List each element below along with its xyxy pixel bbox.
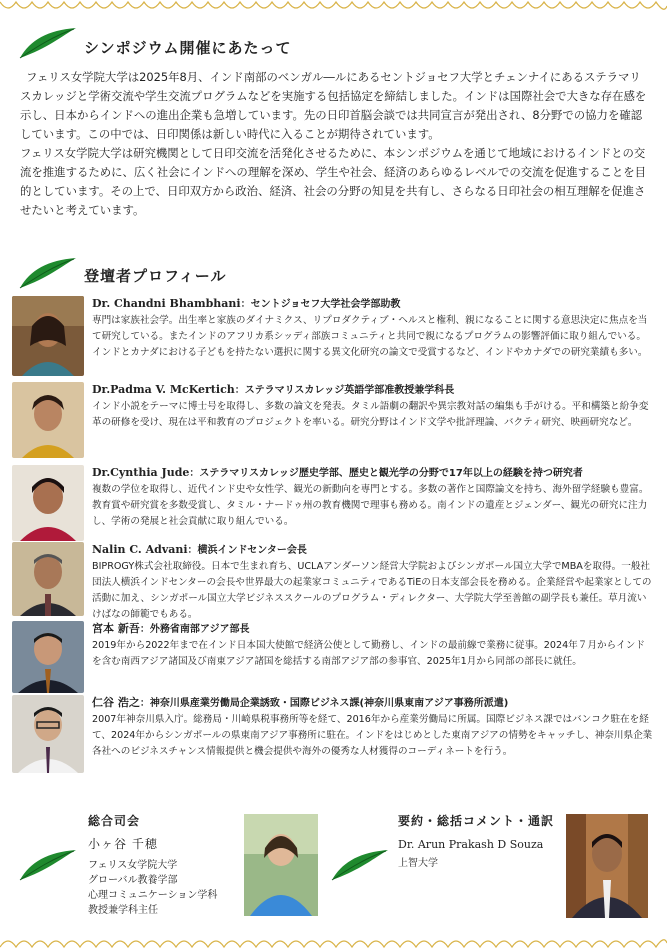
- speaker-photo: [12, 382, 84, 458]
- speaker-title: ：セントジョセフ大学社会学部助教: [240, 299, 401, 310]
- commentator-heading: 要約・総括コメント・通訳: [398, 814, 555, 828]
- speaker-photo: [12, 695, 84, 773]
- speaker-description: 複数の学位を取得し、近代インド史や女性学、観光の新動向を専門とする。多数の著作と国際論文を持ち、海外留学経験も豊富。教育賞や研究賞を多数受賞し、タミル・ナードゥ州の教育機関で理事も務める。南インドの遺産とジェンダー、観光の研究に注力し、学術の発展と社会貢献に取り組んでいる。: [92, 484, 649, 527]
- green-leaf-icon: [18, 256, 78, 290]
- speaker-profile: [12, 695, 652, 775]
- speaker-name: 宮本 新吾: [92, 622, 140, 635]
- section-title-speakers: 登壇者プロフィール: [84, 267, 227, 285]
- moderator-heading: 総合司会: [88, 814, 141, 828]
- speaker-photo: [12, 542, 84, 616]
- green-leaf-icon: [18, 26, 78, 60]
- speaker-title: ：神奈川県産業労働局企業誘致・国際ビジネス課(神奈川県東南アジア事務所派遣): [139, 698, 509, 709]
- speaker-name: Nalin C. Advani: [92, 543, 188, 556]
- speaker-name: 仁谷 浩之: [92, 696, 140, 709]
- commentator-affiliation: 上智大学: [398, 858, 438, 869]
- speaker-name: Dr. Chandni Bhambhani: [92, 297, 241, 310]
- speaker-title: ：横浜インドセンター会長: [187, 545, 307, 556]
- speaker-title: ：外務省南部アジア部長: [139, 624, 250, 635]
- speaker-profile: [12, 296, 652, 378]
- moderator-affiliation-line: グローバル教養学部: [88, 875, 178, 886]
- commentator-name: Dr. Arun Prakash D Souza: [398, 838, 544, 851]
- intro-text: [20, 68, 648, 220]
- speaker-description: 専門は家族社会学。出生率と家族のダイナミクス、リプロダクティブ・ヘルスと権利、親になることに関する意思決定に焦点を当て研究している。またインドのアフリカ系シッディ部族コミュニティと共同で親になるプログラムの影響評価に取り組んでいる。インドとカナダにおける子どもを持たない選択に関する異文化研究の論文で受賞するなど、インドやカナダでの研究業績も多い。: [92, 315, 648, 358]
- moderator-affiliation-line: フェリス女学院大学: [88, 860, 178, 871]
- intro-paragraph-2: フェリス女学院大学は研究機関として日印交流を活発化させるために、本シンポジウムを通じて地域におけるインドとの交流を推進するために、広く社会にインドへの理解を深め、学生や社会、経済のあらゆるレベルでの交流を促進することを目的としています。その上で、日印双方から政治、経済、社会の分野の知見を共有し、さらなる日印社会の相互理解を促進させたいと考えています。: [20, 146, 647, 217]
- top-ornamental-border: [0, 0, 667, 14]
- moderator-affiliation-line: 教授兼学科主任: [88, 905, 158, 916]
- green-leaf-icon: [330, 848, 390, 882]
- speaker-title: ：ステラマリスカレッジ歴史学部、歴史と観光学の分野で17年以上の経験を持つ研究者: [189, 468, 583, 479]
- intro-paragraph-1: フェリス女学院大学は2025年8月、インド南部のベンガル―ルにあるセントジョセフ大学とチェンナイにあるステラマリスカレッジと学術交流や学生交流プログラムなどを実施する包括協定を締結しました。インドは国際社会で大きな存在感を示し、日本からインドへの進出企業も急増しています。先の日印首脳会談では共同宣言が発出され、8分野での協力を確認しています。この中では、日印関係は新しい時代に入ることが期待されています。: [20, 70, 647, 141]
- speaker-profile: [12, 465, 652, 541]
- speaker-description: 2007年神奈川県入庁。総務局・川崎県税事務所等を経て、2016年から産業労働局に所属。国際ビジネス課ではバンコク駐在を経て、2024年からシンガポールの県東南アジア事務所に駐在。インドをはじめとした東南アジアの情勢をキャッチし、神奈川県企業各社へのビジネスチャンス情報提供と機会提供や海外の優秀な人材獲得のコーディネートを行う。: [92, 714, 653, 757]
- speaker-photo: [12, 465, 84, 541]
- speaker-description: インド小説をテーマに博士号を取得し、多数の論文を発表。タミル語劇の翻訳や異宗教対話の編集も手がける。平和構築と紛争変革の研修を受け、現在は平和教育のプロジェクトを率いる。研究分野はインド文学や批評理論、バクティ研究、映画研究など。: [92, 401, 649, 428]
- commentator-block: [398, 814, 573, 871]
- speaker-photo: [12, 296, 84, 376]
- moderator-block: [88, 814, 248, 918]
- section-title-symposium: シンポジウム開催にあたって: [84, 39, 292, 57]
- moderator-name: 小ヶ谷 千穂: [88, 837, 158, 851]
- moderator-photo: [244, 814, 318, 916]
- bottom-ornamental-border: [0, 935, 667, 949]
- speaker-profile: [12, 621, 652, 695]
- speaker-profile: [12, 382, 652, 458]
- moderator-affiliation: [88, 858, 248, 918]
- commentator-photo: [566, 814, 648, 918]
- speaker-description: BIPROGY株式会社取締役。日本で生まれ育ち、UCLAアンダーソン経営大学院およびシンガポール国立大学でMBAを取得。一般社団法人横浜インドセンターの会長や世界最大の起業家コミュニティであるTiEの日本支部会長を務める。企業経営や起業家としての活動に加え、シンガポール国立大学ビジネススクールのプログラム・ディレクター、大学院大学至善館の副学長も兼任。草月流いけばなの師範でもある。: [92, 561, 652, 620]
- speaker-name: Dr.Padma V. McKertich: [92, 383, 235, 396]
- speaker-name: Dr.Cynthia Jude: [92, 466, 190, 479]
- speaker-title: ：ステラマリスカレッジ英語学部准教授兼学科長: [234, 385, 455, 396]
- moderator-affiliation-line: 心理コミュニケーション学科: [88, 890, 218, 901]
- green-leaf-icon: [18, 848, 78, 882]
- speaker-profile: [12, 542, 652, 620]
- speaker-photo: [12, 621, 84, 693]
- speaker-description: 2019年から2022年まで在インド日本国大使館で経済公使として勤務し、インドの最前線で業務に従事。2024年７月からインドを含む南西アジア諸国及び南東アジア諸国を総括する南部アジア部の参事官、2025年1月から同部の部長に就任。: [92, 640, 645, 667]
